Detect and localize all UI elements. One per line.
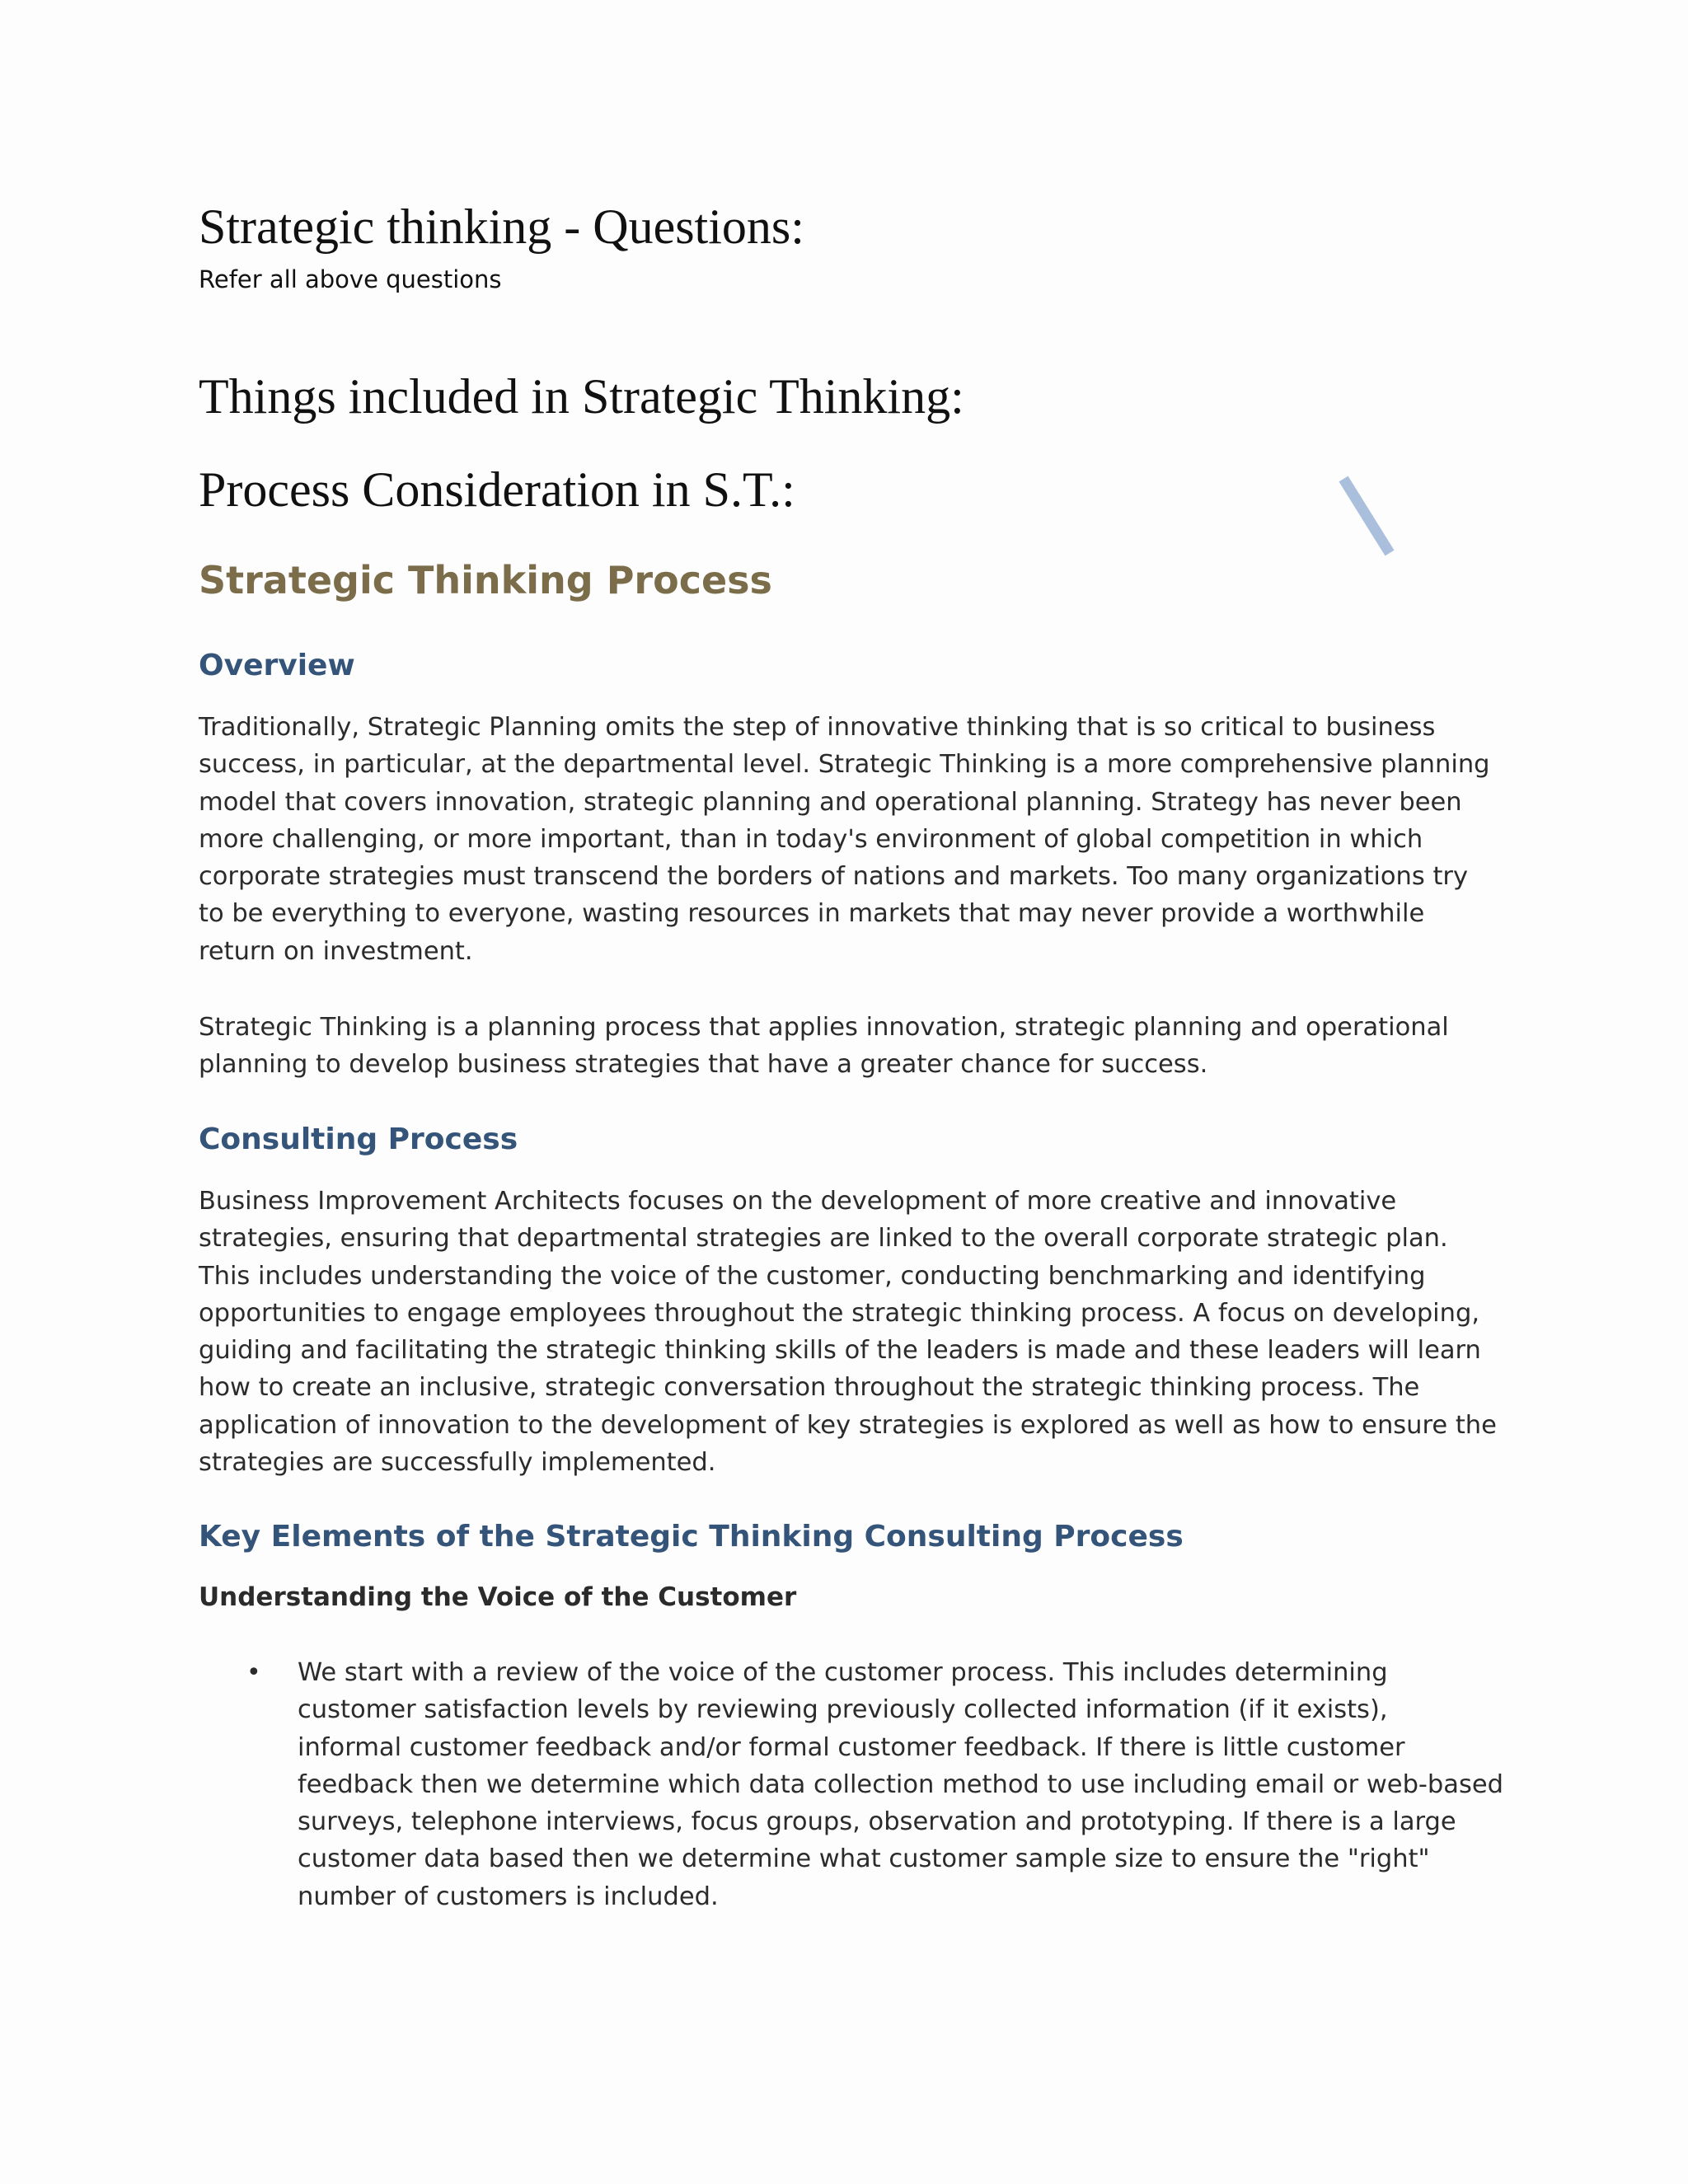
text-line: planning to develop business strategies that have a greater chance for success. xyxy=(199,1050,1208,1080)
text-line: model that covers innovation, strategic planning and operational planning. Strategy has never been xyxy=(199,787,1462,817)
text-line: customer satisfaction levels by reviewing previously collected information (if it exists), xyxy=(298,1695,1388,1725)
text-line: how to create an inclusive, strategic conversation throughout the strategic thinking process. The xyxy=(199,1373,1420,1403)
text-line: strategies are successfully implemented. xyxy=(199,1448,716,1478)
overview-paragraph-2 xyxy=(199,1009,1517,1084)
consulting-process-paragraph xyxy=(199,1183,1517,1481)
refer-note: Refer all above questions xyxy=(199,265,502,293)
questions-heading: Strategic thinking - Questions: xyxy=(199,199,804,254)
article-title: Strategic Thinking Process xyxy=(199,558,772,602)
text-line: more challenging, or more important, than in today's environment of global competition in which xyxy=(199,824,1423,854)
text-line: Traditionally, Strategic Planning omits the step of innovative thinking that is so critical to business xyxy=(199,713,1436,742)
things-included-heading: Things included in Strategic Thinking: xyxy=(199,369,964,424)
text-line: feedback then we determine which data collection method to use including email or web-based xyxy=(298,1769,1504,1799)
text-line: number of customers is included. xyxy=(298,1882,719,1911)
text-line: application of innovation to the development of key strategies is explored as well as how to ensure the xyxy=(199,1410,1497,1440)
consulting-process-heading: Consulting Process xyxy=(199,1122,518,1156)
text-line: guiding and facilitating the strategic thinking skills of the leaders is made and these leaders will learn xyxy=(199,1336,1481,1366)
overview-paragraph-1 xyxy=(199,709,1517,970)
text-line: surveys, telephone interviews, focus groups, observation and prototyping. If there is a large xyxy=(298,1807,1456,1837)
key-elements-list xyxy=(199,1654,1517,1915)
overview-heading: Overview xyxy=(199,649,355,682)
voice-of-customer-subheading: Understanding the Voice of the Customer xyxy=(199,1582,797,1612)
text-line: informal customer feedback and/or formal customer feedback. If there is little customer xyxy=(298,1732,1405,1762)
text-line: opportunities to engage employees throughout the strategic thinking process. A focus on developing, xyxy=(199,1298,1480,1328)
text-line: We start with a review of the voice of the customer process. This includes determining xyxy=(298,1658,1388,1687)
text-line: corporate strategies must transcend the borders of nations and markets. Too many organizations try xyxy=(199,862,1468,892)
text-line: success, in particular, at the departmental level. Strategic Thinking is a more comprehensive planning xyxy=(199,750,1490,780)
bullet-icon: • xyxy=(246,1658,261,1687)
text-line: Strategic Thinking is a planning process that applies innovation, strategic planning and operational xyxy=(199,1013,1449,1042)
text-line: return on investment. xyxy=(199,936,473,966)
slash-mark-icon xyxy=(1334,474,1400,556)
text-line: customer data based then we determine what customer sample size to ensure the "right" xyxy=(298,1844,1430,1874)
list-item-text xyxy=(298,1654,1517,1915)
text-line: to be everything to everyone, wasting resources in markets that may never provide a worthwhile xyxy=(199,899,1425,929)
list-item xyxy=(199,1654,1517,1915)
text-line: Business Improvement Architects focuses on the development of more creative and innovative xyxy=(199,1187,1397,1216)
process-consideration-heading: Process Consideration in S.T.: xyxy=(199,462,795,517)
text-line: This includes understanding the voice of the customer, conducting benchmarking and identifying xyxy=(199,1261,1426,1291)
key-elements-heading: Key Elements of the Strategic Thinking Consulting Process xyxy=(199,1520,1184,1554)
text-line: strategies, ensuring that departmental strategies are linked to the overall corporate strategic plan. xyxy=(199,1224,1448,1254)
